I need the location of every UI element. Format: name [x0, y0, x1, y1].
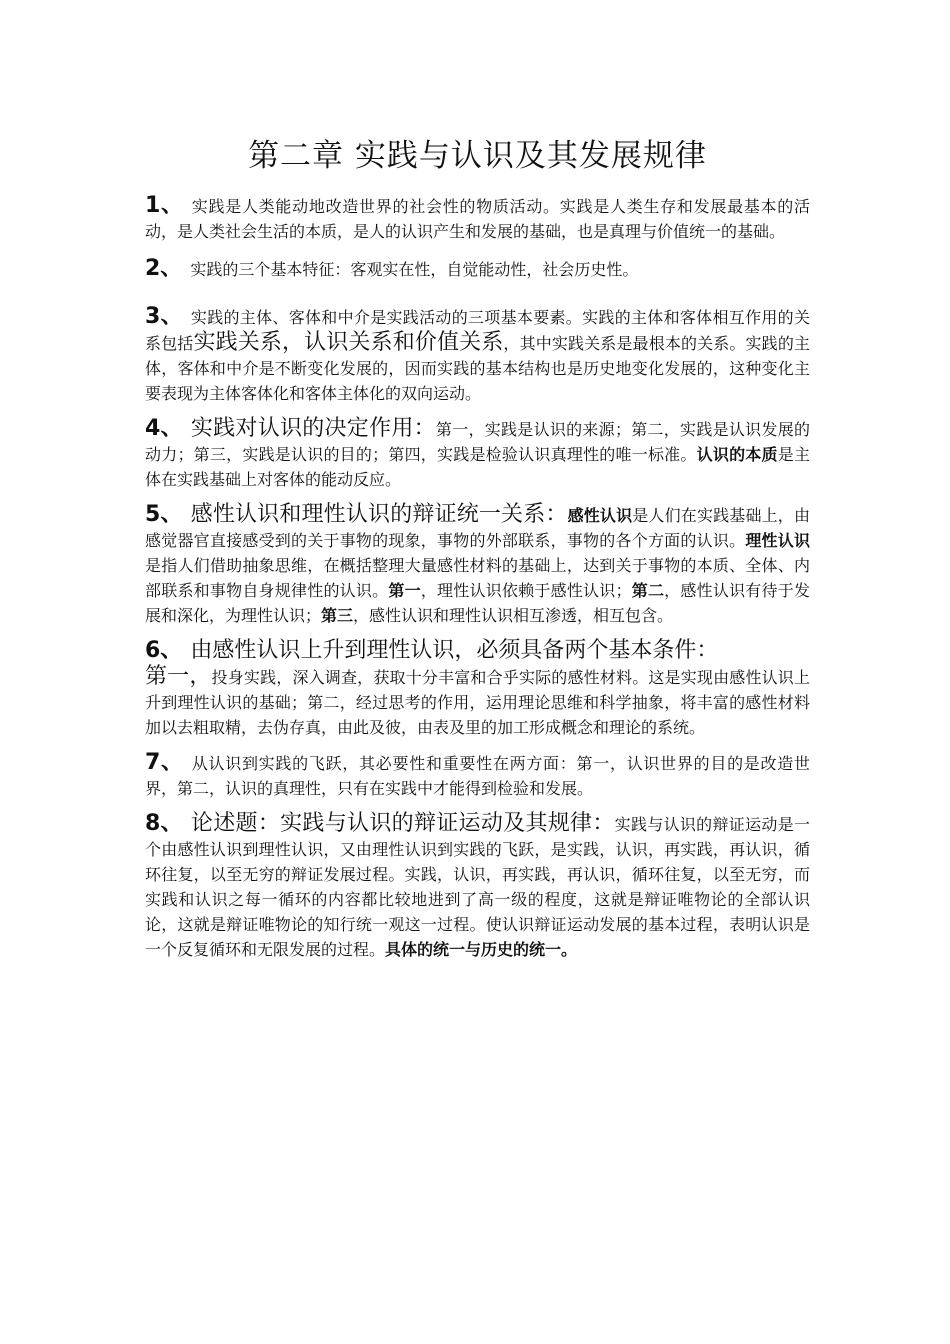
bold-first: 第一 [388, 581, 421, 600]
first-condition-label: 第一， [145, 664, 212, 689]
item-text: ，理性认识依赖于感性认识； [420, 581, 632, 600]
item-number: 1、 [145, 193, 184, 218]
item-7 [145, 750, 810, 801]
item-number: 8、 [145, 811, 183, 836]
item-8 [145, 811, 810, 962]
item-number: 5、 [145, 502, 183, 527]
item-6 [145, 638, 810, 740]
item-text: 是指人们借助抽象思维，在概括整理大量感性材料的基础上，达到关于事物的本质、全体、内部联系和事物自身规律性的认识。 [145, 556, 810, 600]
item-headline: 感性认识和理性认识的辩证统一关系： [190, 502, 568, 527]
relations-emphasis: 实践关系，认识关系和价值关系 [193, 330, 504, 355]
item-text: 是人们在实践基础上，由感觉器官直接感受到的关于事物的现象，事物的外部联系，事物的各个方面的认识。 [145, 506, 810, 550]
chapter-title: 第二章 实践与认识及其发展规律 [248, 138, 707, 174]
bold-third: 第三 [321, 606, 354, 625]
item-1 [145, 193, 810, 244]
item-number: 2、 [145, 256, 183, 281]
item-text: 实践的三个基本特征：客观实在性，自觉能动性，社会历史性。 [190, 260, 639, 279]
item-text: ，感性认识有待于发展和深化，为理性认识； [145, 581, 810, 625]
item-text: 实践的主体、客体和中介是实践活动的三项基本要素。实践的主体和客体相互作用的关系包括 [145, 308, 810, 353]
item-text-continued: ，其中实践关系是最根本的关系。实践的主体，客体和中介是不断变化发展的，因而实践的基本结构也是历史地变化发展的，这种变化主要表现为主体客体化和客体主体化的双向运动。 [145, 334, 810, 403]
item-headline: 由感性认识上升到理性认识，必须具备两个基本条件： [190, 638, 719, 663]
item-headline: 实践对认识的决定作用： [190, 416, 436, 441]
item-number: 6、 [145, 638, 183, 663]
item-text: 第一，实践是认识的来源；第二，实践是认识发展的动力；第三，实践是认识的目的；第四，实践是检验认识真理性的唯一标准。 [145, 420, 810, 464]
item-number: 4、 [145, 416, 183, 441]
item-text: 从认识到实践的飞跃，其必要性和重要性在两方面：第一，认识世界的目的是改造世界，第二，认识的真理性，只有在实践中才能得到检验和发展。 [145, 754, 810, 798]
item-number: 3、 [145, 304, 183, 329]
item-4 [145, 416, 810, 492]
item-2 [145, 256, 810, 282]
bold-term: 认识的本质 [696, 445, 778, 464]
item-text: 投身实践，深入调查，获取十分丰富和合乎实际的感性材料。这是实现由感性认识上升到理性认识的基础；第二，经过思考的作用，运用理论思维和科学抽象，将丰富的感性材料加以去粗取精，去伪存真，由此及彼，由表及里的加工形成概念和理论的系统。 [145, 668, 810, 737]
item-3 [145, 304, 810, 406]
bold-second: 第二 [631, 581, 665, 600]
item-text-continued: 是主体在实践基础上对客体的能动反应。 [145, 445, 810, 489]
item-text: 实践是人类能动地改造世界的社会性的物质活动。实践是人类生存和发展最基本的活动，是人类社会生活的本质，是人的认识产生和发展的基础，也是真理与价值统一的基础。 [145, 197, 810, 241]
item-5 [145, 502, 810, 628]
bold-term-perceptual: 感性认识 [567, 506, 633, 525]
bold-conclusion: 具体的统一与历史的统一。 [385, 940, 578, 959]
bold-term-rational: 理性认识 [745, 531, 810, 550]
item-headline: 论述题：实践与认识的辩证运动及其规律： [190, 811, 615, 836]
item-text: 实践与认识的辩证运动是一个由感性认识到理性认识，又由理性认识到实践的飞跃，是实践，认识，再实践，再认识，循环往复，以至无穷的辩证发展过程。实践，认识，再实践，再认识，循环往复，以至无穷，而实践和认识之每一循环的内容都比较地进到了高一级的程度，这就是辩证唯物论的全部认识论，这就是辩证唯物论的知行统一观这一过程。使认识辩证运动发展的基本过程，表明认识是一个反复循环和无限发展的过程。 [145, 815, 810, 959]
item-text: ，感性认识和理性认识相互渗透，相互包含。 [353, 606, 674, 625]
item-number: 7、 [145, 750, 184, 775]
